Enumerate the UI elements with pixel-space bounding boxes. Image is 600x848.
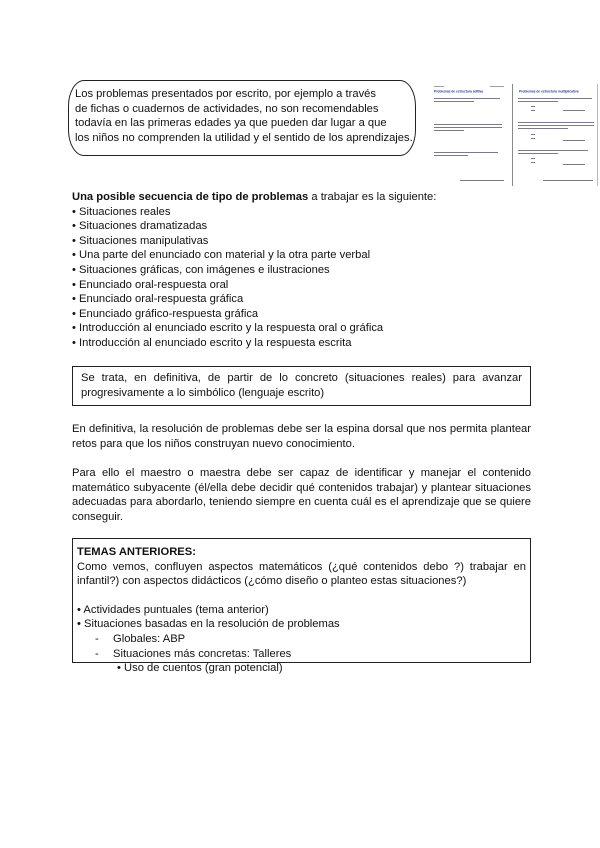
intro-line: Los problemas presentados por escrito, por ejemplo a través bbox=[75, 88, 376, 100]
sub-list-item: - Situaciones más concretas: Talleres bbox=[95, 647, 292, 660]
intro-line: todavía en las primeras edades ya que pueden dar lugar a que bbox=[75, 117, 387, 130]
sequence-heading-bold: Una posible secuencia de tipo de problemas bbox=[72, 191, 309, 203]
sequence-heading bbox=[72, 190, 542, 205]
list-item: • Enunciado oral-respuesta oral bbox=[72, 278, 229, 291]
previous-topics-text: Como vemos, confluyen aspectos matemáticos (¿qué contenidos debo ?) trabajar en infantil?) con aspectos didácticos (¿cómo diseño o planteo estas situaciones?) bbox=[77, 560, 526, 588]
summary-box bbox=[72, 366, 531, 406]
summary-text: Se trata, en definitiva, de partir de lo concreto (situaciones reales) para avanzar progresivamente a lo simbólico (lenguaje escrito) bbox=[81, 372, 522, 399]
list-item: • Situaciones reales bbox=[72, 205, 171, 218]
thumbnail-title: Problemas de estructura multiplicativa bbox=[519, 90, 579, 94]
intro-scroll-box bbox=[68, 80, 416, 156]
list-item: • Enunciado oral-respuesta gráfica bbox=[72, 293, 244, 306]
intro-line: los niños no comprenden la utilidad y el sentido de los aprendizajes. bbox=[75, 131, 413, 144]
list-item: • Situaciones manipulativas bbox=[72, 234, 209, 247]
list-item: • Situaciones dramatizadas bbox=[72, 220, 208, 233]
list-item: • Introducción al enunciado escrito y la respuesta escrita bbox=[72, 336, 352, 349]
previous-topics-box bbox=[72, 538, 531, 675]
list-item: • Una parte del enunciado con material y la otra parte verbal bbox=[72, 249, 371, 262]
sub-list-item: - Globales: ABP bbox=[95, 632, 186, 645]
list-item: • Situaciones gráficas, con imágenes e ilustraciones bbox=[72, 263, 330, 276]
paragraph-spine: En definitiva, la resolución de problemas debe ser la espina dorsal que nos permita plantear retos para que los niños construyan nuevo conocimiento. bbox=[72, 423, 531, 450]
previous-topics-title: TEMAS ANTERIORES: bbox=[77, 546, 196, 558]
list-item: • Actividades puntuales (tema anterior) bbox=[77, 603, 269, 616]
problem-sequence bbox=[72, 190, 542, 351]
list-item: • Introducción al enunciado escrito y la respuesta oral o gráfica bbox=[72, 322, 384, 335]
intro-line: de fichas o cuadernos de actividades, no son recomendables bbox=[75, 102, 379, 115]
sub-sub-list-item: • Uso de cuentos (gran potencial) bbox=[117, 662, 283, 675]
worksheet-thumbnail-left bbox=[430, 84, 508, 186]
list-item: • Enunciado gráfico-respuesta gráfica bbox=[72, 307, 259, 320]
thumbnail-title: Problemas de estructura aditiva bbox=[434, 90, 484, 94]
worksheet-thumbnail-right bbox=[512, 84, 598, 186]
paragraph-teacher: Para ello el maestro o maestra debe ser capaz de identificar y manejar el contenido matemático subyacente (él/ella debe decidir qué contenidos trabajar) y plantear situaciones adecuadas para abordarlo, teniendo siempre en cuenta cuál es el aprendizaje que se quiere conseguir. bbox=[72, 467, 531, 523]
sequence-heading-rest: a trabajar es la siguiente: bbox=[308, 191, 437, 203]
list-item: • Situaciones basadas en la resolución de problemas bbox=[77, 618, 340, 631]
